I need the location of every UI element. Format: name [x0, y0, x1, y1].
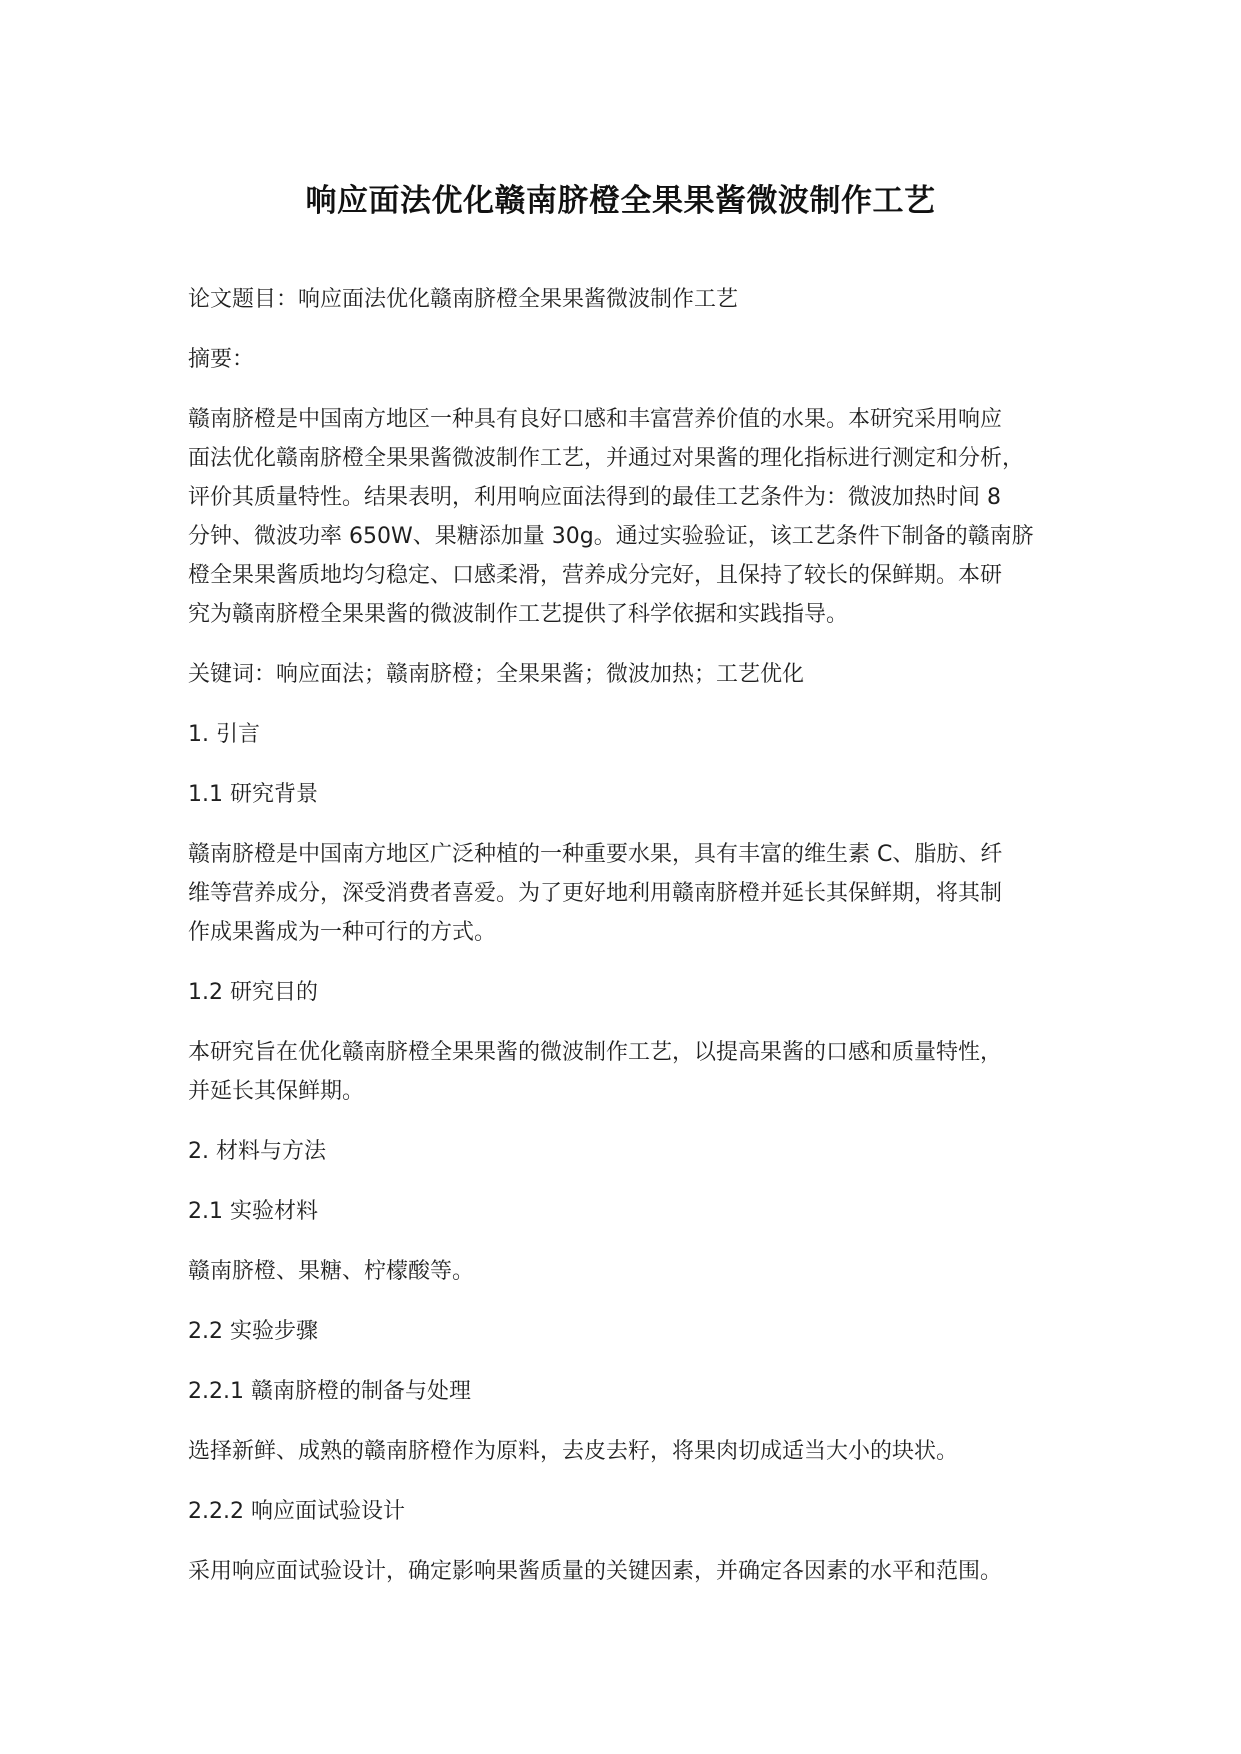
background-line: 作成果酱成为一种可行的方式。: [188, 920, 497, 945]
design-paragraph: 采用响应面试验设计，确定影响果酱质量的关键因素，并确定各因素的水平和范围。: [188, 1559, 1003, 1584]
abstract-paragraph: [188, 400, 1058, 634]
abstract-line: 面法优化赣南脐橙全果果酱微波制作工艺，并通过对果酱的理化指标进行测定和分析，: [188, 446, 1025, 471]
section-heading-2: 2. 材料与方法: [188, 1139, 326, 1164]
abstract-label: 摘要：: [188, 347, 255, 372]
section-heading-2-2: 2.2 实验步骤: [188, 1319, 318, 1344]
purpose-line: 本研究旨在优化赣南脐橙全果果酱的微波制作工艺，以提高果酱的口感和质量特性，: [188, 1040, 1003, 1065]
thesis-title: 论文题目：响应面法优化赣南脐橙全果果酱微波制作工艺: [188, 287, 739, 312]
section-heading-1-1: 1.1 研究背景: [188, 782, 318, 807]
purpose-paragraph: [188, 1033, 1058, 1111]
abstract-line: 究为赣南脐橙全果果酱的微波制作工艺提供了科学依据和实践指导。: [188, 602, 849, 627]
abstract-line: 橙全果果酱质地均匀稳定、口感柔滑，营养成分完好，且保持了较长的保鲜期。本研: [188, 563, 1003, 588]
document-body: [188, 280, 1068, 1612]
abstract-line: 评价其质量特性。结果表明，利用响应面法得到的最佳工艺条件为：微波加热时间 8: [188, 485, 1001, 510]
materials-paragraph: 赣南脐橙、果糖、柠檬酸等。: [188, 1259, 475, 1284]
abstract-line: 赣南脐橙是中国南方地区一种具有良好口感和丰富营养价值的水果。本研究采用响应: [188, 407, 1003, 432]
abstract-line: 分钟、微波功率 650W、果糖添加量 30g。通过实验验证，该工艺条件下制备的赣南脐: [188, 524, 1034, 549]
background-line: 赣南脐橙是中国南方地区广泛种植的一种重要水果，具有丰富的维生素 C、脂肪、纤: [188, 842, 1003, 867]
section-heading-2-2-2: 2.2.2 响应面试验设计: [188, 1499, 405, 1524]
background-line: 维等营养成分，深受消费者喜爱。为了更好地利用赣南脐橙并延长其保鲜期，将其制: [188, 881, 1003, 906]
document-title: 响应面法优化赣南脐橙全果果酱微波制作工艺: [305, 183, 936, 219]
background-paragraph: [188, 835, 1058, 952]
keywords: 关键词：响应面法；赣南脐橙；全果果酱；微波加热；工艺优化: [188, 662, 805, 687]
section-heading-1-2: 1.2 研究目的: [188, 980, 318, 1005]
purpose-line: 并延长其保鲜期。: [188, 1079, 365, 1104]
preparation-paragraph: 选择新鲜、成熟的赣南脐橙作为原料，去皮去籽，将果肉切成适当大小的块状。: [188, 1439, 959, 1464]
section-heading-2-2-1: 2.2.1 赣南脐橙的制备与处理: [188, 1379, 471, 1404]
section-heading-1: 1. 引言: [188, 722, 260, 747]
section-heading-2-1: 2.1 实验材料: [188, 1199, 318, 1224]
